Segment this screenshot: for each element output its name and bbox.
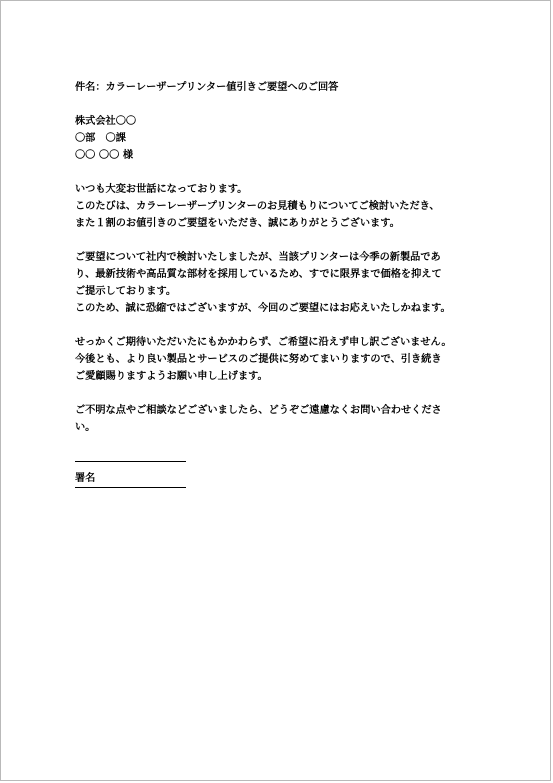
blank-line xyxy=(75,317,487,334)
blank-line xyxy=(75,96,487,113)
paragraph-decision xyxy=(75,249,487,317)
paragraph-apology xyxy=(75,334,487,385)
signature-label: 署名 xyxy=(75,473,96,484)
text-line: このため、誠に恐縮ではございますが、今回のご要望にはお応えいたしかねます。 xyxy=(75,303,451,314)
blank-line xyxy=(75,385,487,402)
text-line: ご不明な点やご相談などございましたら、どうぞご遠慮なくお問い合わせくださ xyxy=(75,405,442,416)
paragraph-contact xyxy=(75,402,487,436)
text-line: 今後とも、より良い製品とサービスのご提供に努めてまいりますので、引き続き xyxy=(75,354,442,365)
text-line: いつも大変お世話になっております。 xyxy=(75,184,248,195)
text-line: ご提示しております。 xyxy=(75,286,177,297)
paragraph-greeting xyxy=(75,181,487,232)
text-line: ご要望について社内で検討いたしましたが、当該プリンターは今季の新製品であ xyxy=(75,252,441,263)
text-line: このたびは、カラーレーザープリンターのお見積もりについてご検討いただき、 xyxy=(75,201,440,212)
blank-line xyxy=(75,436,487,453)
signature-rule-bottom xyxy=(75,487,186,488)
text-line: い。 xyxy=(75,422,96,433)
blank-line xyxy=(75,164,487,181)
blank-line xyxy=(75,232,487,249)
recipient-company: 株式会社〇〇 xyxy=(75,116,137,127)
letter-body xyxy=(75,79,487,488)
text-line: また１割のお値引きのご要望をいただき、誠にありがとうございます。 xyxy=(75,218,400,229)
text-line: り、最新技術や高品質な部材を採用しているため、すでに限界まで価格を抑えて xyxy=(75,269,442,280)
recipient-block xyxy=(75,113,487,164)
recipient-name: 〇〇 〇〇 様 xyxy=(75,150,134,161)
text-line: ご愛顧賜りますようお願い申し上げます。 xyxy=(75,371,268,382)
subject-line: 件名：カラーレーザープリンター値引きご要望へのご回答 xyxy=(75,82,339,93)
text-line: せっかくご期待いただいたにもかかわらず、ご希望に沿えず申し訳ございません。 xyxy=(75,337,452,348)
recipient-department: 〇部 〇課 xyxy=(75,133,126,144)
blank-space xyxy=(75,462,487,470)
